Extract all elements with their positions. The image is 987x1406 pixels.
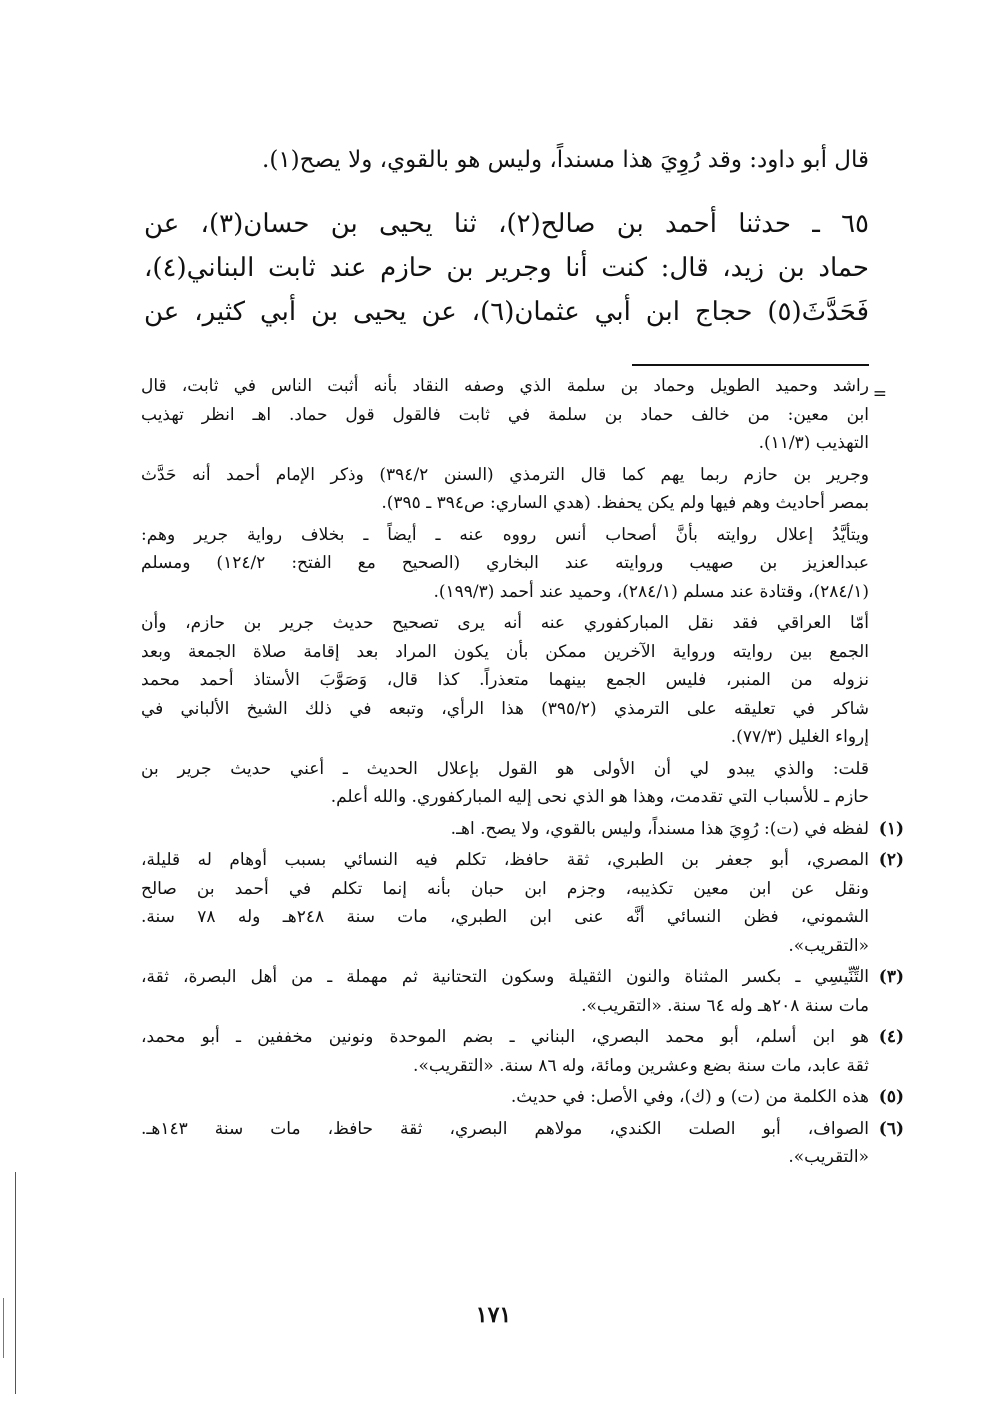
footnote-line: هذه الكلمة من (ت) و (ك)، وفي الأصل: في حديث.: [510, 1087, 869, 1107]
footnote-continuation-para: [141, 521, 869, 607]
hadith-line-1: ٦٥ ـ حدثنا أحمد بن صالح(٢)، ثنا يحيى بن حسان(٣)، عن: [144, 209, 870, 239]
scan-edge-line: [3, 1298, 4, 1358]
footnote-line: الجمع بين روايته ورواية الآخرين ممكن بأن يكون المراد بعد إقامة صلاة الجمعة وبعد: [141, 641, 869, 662]
footnote-line: حازم ـ للأسباب التي تقدمت، وهذا هو الذي نحى إليه المباركفوري. والله أعلم.: [330, 787, 869, 807]
footnotes-section: [141, 372, 904, 1175]
intro-line: قال أبو داود: وقد رُوِيَ هذا مسنداً، وليس هو بالقوي، ولا يصح(١).: [262, 147, 869, 173]
footnote-continuation-para: [141, 372, 869, 458]
footnote-line: التِّنِّيسِي ـ بكسر المثناة والنون الثقيلة وسكون التحتانية ثم مهملة ـ من أهل البصرة، ثقة،: [141, 967, 869, 987]
footnote-line: أمّا العراقي فقد نقل المباركفوري عنه أنه يرى تصحيح حديث جرير بن حازم، وأن: [141, 613, 869, 633]
footnote-line: مات سنة ٢٠٨هـ وله ٦٤ سنة. «التقريب».: [581, 995, 869, 1016]
footnote-line: ثقة عابد، مات سنة بضع وعشرين ومائة، وله ٨٦ سنة. «التقريب».: [413, 1055, 869, 1076]
footnote-number: (٢): [878, 850, 904, 870]
footnote-number: (٤): [878, 1027, 904, 1047]
scan-edge-line: [15, 1172, 16, 1394]
footnote-continuation-para: [141, 755, 869, 812]
footnote-3: [141, 963, 904, 1020]
footnote-line: (٢٨٤/١)، وقتادة عند مسلم (٢٨٤/١)، وحميد عند أحمد (١٩٩/٣).: [433, 581, 869, 602]
footnote-line: إرواء الغليل (٧٧/٣).: [730, 727, 869, 747]
footnote-line: عبدالعزيز بن صهيب وروايته عند البخاري (الصحيح مع الفتح: ١٢٤/٢) ومسلم: [141, 553, 869, 573]
footnote-line: هو ابن أسلم، أبو محمد البصري، البناني ـ بضم الموحدة ونونين مخففين ـ أبو محمد،: [141, 1027, 869, 1047]
footnote-number: (٥): [878, 1087, 904, 1107]
footnote-4: [141, 1023, 904, 1080]
footnote-1: [141, 815, 904, 844]
footnote-number: (٣): [878, 967, 904, 987]
footnote-5: [141, 1083, 904, 1112]
footnote-2: [141, 846, 904, 960]
hadith-paragraph: [144, 202, 869, 334]
hadith-line-3: فَحَدَّثَ(٥) حجاج ابن أبي عثمان(٦)، عن يحيى بن أبي كثير، عن: [144, 297, 869, 327]
continuation-mark: =: [872, 384, 887, 404]
footnote-line: التهذيب (١١/٣).: [758, 433, 869, 453]
footnote-line: نزوله من المنبر، فليس الجمع بينهما متعذراً. كذا قال، وَصَوَّبَ الأستاذ أحمد محمد: [141, 670, 869, 690]
footnote-line: راشد وحميد الطويل وحماد بن سلمة الذي وصفه النقاد بأنه أثبت الناس في ثابت، قال: [141, 376, 869, 396]
footnote-continuation-para: [141, 461, 869, 518]
footnote-line: ويتأيَّدُ إعلال روايته بأنَّ أصحاب أنس رووه عنه ـ أيضاً ـ بخلاف رواية جرير وهم:: [141, 524, 869, 545]
footnote-line: شاكر في تعليقه على الترمذي (٣٩٥/٢) هذا الرأي، وتبعه في ذلك الشيخ الألباني في: [141, 698, 870, 719]
footnote-line: قلت: والذي يبدو لي أن الأولى هو القول بإعلال الحديث ـ أعني حديث جرير بن: [141, 758, 869, 779]
footnote-number: (٦): [878, 1118, 904, 1139]
footnote-line: الشموني، فظن النسائي أنَّه عنى ابن الطبري، مات سنة ٢٤٨هـ وله ٧٨ سنة.: [141, 907, 869, 927]
footnote-line: ابن معين: من خالف حماد بن سلمة في ثابت فالقول قول حماد. اهـ انظر تهذيب: [141, 404, 869, 425]
footnote-number: (١): [878, 818, 904, 839]
footnote-divider: [632, 364, 869, 366]
footnote-line: المصري، أبو جعفر بن الطبري، ثقة حافظ، تكلم فيه النسائي بسبب أوهام له قليلة،: [141, 850, 869, 870]
footnote-line: الصواف، أبو الصلت الكندي، مولاهم البصري، ثقة حافظ، مات سنة ١٤٣هـ.: [141, 1118, 869, 1139]
hadith-line-2: حماد بن زيد، قال: كنت أنا وجرير بن حازم عند ثابت البناني(٤)،: [144, 253, 869, 283]
intro-paragraph: [144, 138, 869, 182]
page-number: ١٧١: [475, 1302, 512, 1328]
footnote-line: بمصر أحاديث وهم فيها ولم يكن يحفظ. (هدي الساري: ص٣٩٤ ـ ٣٩٥).: [381, 493, 869, 513]
footnote-line: ونقل عن ابن معين تكذيبه، وجزم ابن حبان بأنه إنما تكلم في أحمد بن صالح: [141, 878, 869, 899]
footnote-line: «التقريب».: [788, 935, 869, 956]
footnote-line: لفظه في (ت): رُوِيَ هذا مسنداً، وليس بالقوي، ولا يصح. اهـ.: [450, 818, 869, 839]
footnote-continuation-para: [141, 609, 869, 752]
footnote-line: «التقريب».: [788, 1147, 869, 1167]
footnote-line: وجرير بن حازم ربما يهم كما قال الترمذي (السنن ٣٩٤/٢) وذكر الإمام أحمد أنه حَدَّث: [141, 464, 869, 485]
footnote-6: [141, 1115, 904, 1172]
